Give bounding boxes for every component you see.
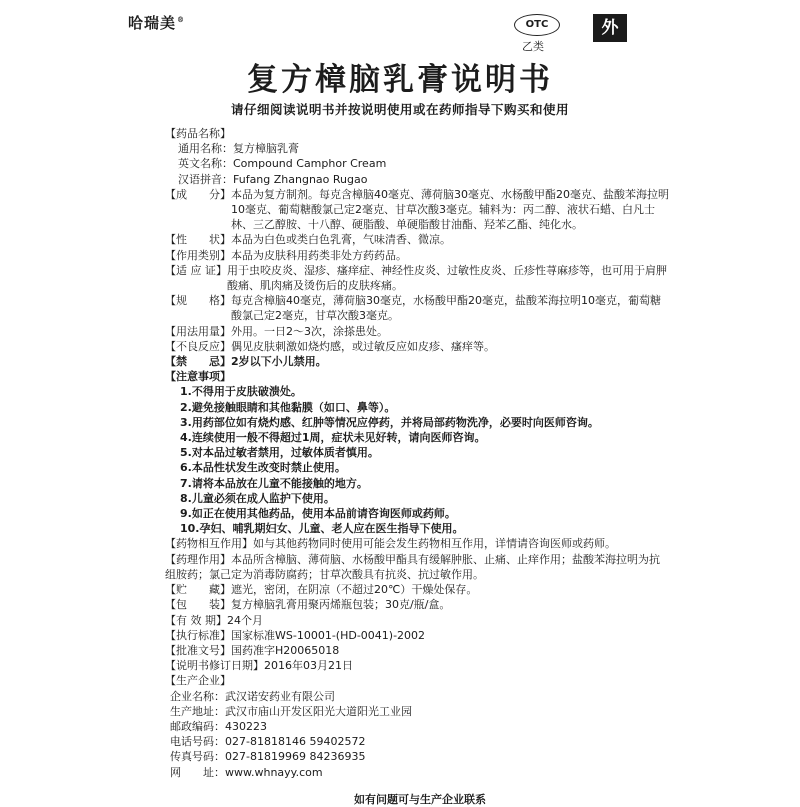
- precaution-item: 9.如正在使用其他药品，使用本品前请咨询医师或药师。: [180, 507, 456, 521]
- precautions-list: [170, 384, 670, 536]
- contraindication-text: 2岁以下小儿禁用。: [231, 355, 327, 369]
- postcode-value: 430223: [225, 719, 267, 733]
- revision-label: 【说明书修订日期】: [165, 659, 264, 673]
- precaution-item: 3.用药部位如有烧灼感、红肿等情况应停药，并将局部药物洗净，必要时向医师咨询。: [180, 415, 599, 429]
- section-heading-manufacturer: 【生产企业】: [165, 674, 231, 688]
- address-label: 生产地址：: [170, 704, 225, 718]
- packaging-label: 【包 装】: [165, 598, 231, 612]
- section-heading-drug-name: 【药品名称】: [165, 127, 231, 140]
- validity-label: 【有 效 期】: [165, 613, 227, 627]
- indications-section: [165, 263, 670, 293]
- specification-section: [165, 293, 670, 323]
- pharmacology-section: [165, 552, 670, 582]
- approval-label: 【批准文号】: [165, 643, 231, 657]
- page-subtitle: 请仔细阅读说明书并按说明使用或在药师指导下购买和使用: [230, 102, 569, 117]
- postcode-row: [170, 719, 670, 734]
- leaflet-body: [165, 126, 670, 807]
- specification-label: 【规 格】: [165, 294, 231, 308]
- storage-text: 遮光，密闭，在阴凉（不超过20℃）干燥处保存。: [231, 583, 478, 597]
- interactions-section: [165, 536, 670, 551]
- footer-note: 如有问题可与生产企业联系: [354, 792, 486, 806]
- revision-section: [165, 658, 670, 673]
- packaging-text: 复方樟脑乳膏用聚丙烯瓶包装；30克/瓶/盒。: [231, 598, 451, 612]
- standard-text: 国家标准WS-10001-(HD-0041)-2002: [231, 628, 426, 642]
- section-heading-precautions: 【注意事项】: [165, 370, 231, 384]
- adverse-text: 偶见皮肤刺激如烧灼感，或过敏反应如皮疹、瘙痒等。: [231, 339, 495, 353]
- packaging-section: [165, 597, 670, 612]
- indications-text: 用于虫咬皮炎、湿疹、瘙痒症、神经性皮炎、过敏性皮炎、丘疹性荨麻疹等，也可用于肩胛酸痛、肌肉痛及烫伤后的皮肤疼痛。: [227, 263, 667, 293]
- english-name-label: 英文名称：: [178, 157, 233, 171]
- company-name-label: 企业名称：: [170, 689, 225, 703]
- website-value: www.whnayy.com: [225, 765, 323, 779]
- validity-section: [165, 613, 670, 628]
- dosage-section: [165, 324, 670, 339]
- precaution-item: 10.孕妇、哺乳期妇女、儿童、老人应在医生指导下使用。: [180, 522, 464, 536]
- company-name-value: 武汉诺安药业有限公司: [225, 689, 335, 703]
- validity-text: 24个月: [227, 613, 263, 627]
- composition-section: [165, 187, 670, 233]
- pharmacology-text: 本品所含樟脑、薄荷脑、水杨酸甲酯具有缓解肿胀、止痛、止痒作用；盐酸苯海拉明为抗组胺药；氯己定为消毒防腐药；甘草次酸具有抗炎、抗过敏作用。: [165, 552, 660, 581]
- precaution-item: 7.请将本品放在儿童不能接触的地方。: [180, 476, 368, 490]
- adverse-label: 【不良反应】: [165, 339, 231, 353]
- storage-section: [165, 582, 670, 597]
- revision-text: 2016年03月21日: [264, 659, 353, 673]
- interactions-label: 【药物相互作用】: [165, 537, 253, 551]
- standard-section: [165, 628, 670, 643]
- character-text: 本品为白色或类白色乳膏，气味清香、微凉。: [231, 233, 451, 247]
- category-label: 【作用类别】: [165, 248, 231, 262]
- indications-label: 【适 应 证】: [165, 263, 227, 277]
- address-row: [170, 704, 670, 719]
- precaution-item: 2.避免接触眼睛和其他黏膜（如口、鼻等）。: [180, 400, 396, 414]
- common-name-label: 通用名称：: [178, 142, 233, 156]
- external-use-mark: 外: [593, 14, 627, 42]
- precaution-item: 6.本品性状发生改变时禁止使用。: [180, 461, 346, 475]
- pinyin-name-label: 汉语拼音：: [178, 172, 233, 186]
- brand-logo: [128, 12, 185, 33]
- composition-label: 【成 分】: [165, 187, 231, 201]
- otc-badge: OTC: [514, 14, 560, 36]
- company-name-row: [170, 689, 670, 704]
- otc-category: 乙类: [522, 40, 544, 53]
- pharmacology-label: 【药理作用】: [165, 552, 231, 566]
- phone-value: 027-81818146 59402572: [225, 735, 366, 749]
- fax-label: 传真号码：: [170, 750, 225, 764]
- registered-mark: ®: [177, 15, 186, 24]
- common-name-value: 复方樟脑乳膏: [233, 142, 299, 156]
- common-name-row: [170, 141, 670, 156]
- character-section: [165, 232, 670, 247]
- page-title: 复方樟脑乳膏说明书: [247, 62, 553, 98]
- phone-label: 电话号码：: [170, 735, 225, 749]
- pinyin-name-row: [170, 172, 670, 187]
- contraindication-section: [165, 354, 670, 369]
- approval-text: 国药准字H20065018: [231, 643, 340, 657]
- standard-label: 【执行标准】: [165, 628, 231, 642]
- specification-text: 每克含樟脑40毫克，薄荷脑30毫克，水杨酸甲酯20毫克，盐酸苯海拉明10毫克，葡萄糖酸氯己定2毫克，甘草次酸3毫克。: [231, 294, 661, 323]
- address-value: 武汉市庙山开发区阳光大道阳光工业园: [225, 704, 412, 718]
- adverse-section: [165, 339, 670, 354]
- english-name-value: Compound Camphor Cream: [233, 157, 387, 171]
- website-label: 网 址：: [170, 765, 225, 779]
- storage-label: 【贮 藏】: [165, 583, 231, 597]
- dosage-text: 外用。一日2～3次，涂搽患处。: [231, 324, 388, 338]
- category-section: [165, 248, 670, 263]
- postcode-label: 邮政编码：: [170, 719, 225, 733]
- website-row: [170, 765, 670, 780]
- precaution-item: 8.儿童必须在成人监护下使用。: [180, 491, 335, 505]
- english-name-row: [170, 156, 670, 171]
- brand-name: 哈瑞美: [128, 14, 177, 32]
- composition-text: 本品为复方制剂。每克含樟脑40毫克、薄荷脑30毫克、水杨酸甲酯20毫克、盐酸苯海拉明10毫克、葡萄糖酸氯己定2毫克、甘草次酸3毫克。辅料为：丙二醇、液状石蜡、白凡士林、三乙醇胺、十八醇、硬脂酸、单硬脂酸甘油酯、羟苯乙酯、纯化水。: [231, 187, 669, 232]
- approval-section: [165, 643, 670, 658]
- dosage-label: 【用法用量】: [165, 324, 231, 338]
- precaution-item: 4.连续使用一般不得超过1周，症状未见好转，请向医师咨询。: [180, 431, 486, 445]
- pinyin-name-value: Fufang Zhangnao Rugao: [233, 172, 368, 186]
- character-label: 【性 状】: [165, 233, 231, 247]
- contraindication-label: 【禁 忌】: [165, 355, 231, 369]
- fax-value: 027-81819969 84236935: [225, 750, 366, 764]
- interactions-text: 如与其他药物同时使用可能会发生药物相互作用，详情请咨询医师或药师。: [253, 537, 616, 551]
- phone-row: [170, 734, 670, 749]
- fax-row: [170, 749, 670, 764]
- precaution-item: 1.不得用于皮肤破溃处。: [180, 385, 302, 399]
- category-text: 本品为皮肤科用药类非处方药药品。: [231, 248, 407, 262]
- precaution-item: 5.对本品过敏者禁用，过敏体质者慎用。: [180, 446, 379, 460]
